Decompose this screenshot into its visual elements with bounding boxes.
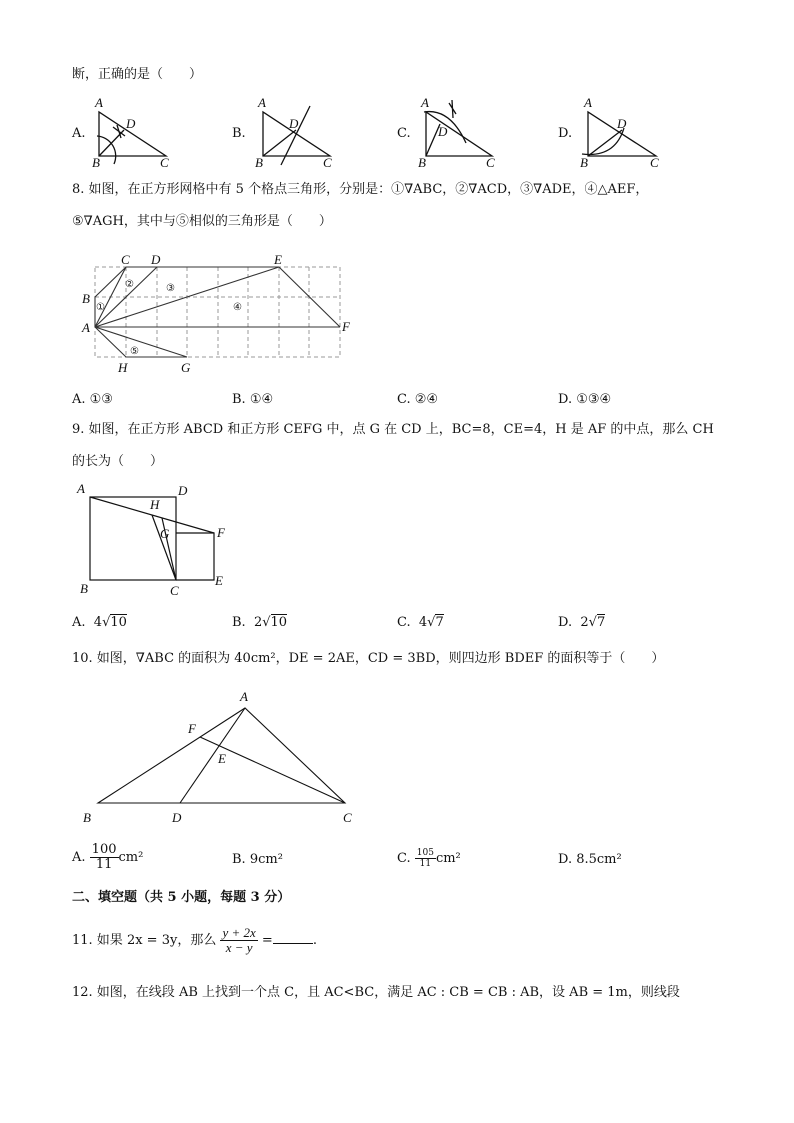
q8-mark-5: ⑤ <box>130 346 139 357</box>
q7c-label-d: D <box>438 124 448 139</box>
option-letter: C. <box>397 615 411 630</box>
q7a-label-c: C <box>160 155 169 170</box>
section-2-heading: 二、填空题（共 5 小题，每题 3 分） <box>72 890 291 905</box>
period: . <box>312 933 317 948</box>
q9-point-a: A <box>77 481 85 496</box>
q8-mark-1: ① <box>96 302 105 313</box>
q7a-label-a: A <box>95 95 103 110</box>
q9-point-c: C <box>170 583 179 598</box>
q8-point-f: F <box>342 319 350 334</box>
q8-point-e: E <box>274 252 282 267</box>
unit: cm² <box>118 850 144 865</box>
q10-point-b: B <box>83 810 91 825</box>
option-letter: C. <box>397 851 411 866</box>
q10-point-c: C <box>343 810 352 825</box>
q7-option-c: C. <box>397 126 411 141</box>
q8-option-c: C. ②④ <box>397 392 439 407</box>
q7-stem-tail: 断，正确的是（ ） <box>72 67 203 82</box>
q9-stem-line1: 9. 如图，在正方形 ABCD 和正方形 CEFG 中，点 G 在 CD 上，BC=8，CE=4，H 是 AF 的中点，那么 CH <box>72 422 714 437</box>
denominator: 11 <box>95 857 113 872</box>
q8-stem-line2: ⑤∇AGH，其中与⑤相似的三角形是（ ） <box>72 214 332 229</box>
q8-mark-4: ④ <box>233 302 242 313</box>
q8-point-a: A <box>82 320 90 335</box>
q10-point-d: D <box>172 810 182 825</box>
q11-fraction <box>220 926 257 955</box>
q11-prefix: 11. 如果 2x = 3y，那么 <box>72 933 217 948</box>
q10-option-c <box>397 848 461 869</box>
option-letter: B. <box>232 615 246 630</box>
answer-blank <box>273 943 313 944</box>
coef: 2 <box>580 615 589 630</box>
q8-point-h: H <box>118 360 128 375</box>
q8-point-c: C <box>121 252 130 267</box>
fraction <box>90 843 119 872</box>
q7d-label-b: B <box>580 155 588 170</box>
q7d-label-a: A <box>584 95 592 110</box>
q8-option-b: B. ①④ <box>232 392 274 407</box>
q7-figure-c <box>424 100 492 156</box>
q9-option-c: C. 4√7 <box>397 615 444 630</box>
q7b-label-b: B <box>255 155 263 170</box>
q10-option-d: D. 8.5cm² <box>558 852 622 867</box>
q7b-label-d: D <box>289 116 299 131</box>
q12-stem: 12. 如图，在线段 AB 上找到一个点 C，且 AC<BC，满足 AC : CB = CB : AB，设 AB = 1m，则线段 <box>72 985 680 1000</box>
q10-stem: 10. 如图，∇ABC 的面积为 40cm²，DE = 2AE，CD = 3BD，则四边形 BDEF 的面积等于（ ） <box>72 651 665 666</box>
q7-figure-b <box>263 106 330 165</box>
q7b-label-c: C <box>323 155 332 170</box>
q10-option-a <box>72 843 143 872</box>
q7-option-a: A. <box>72 126 86 141</box>
q11 <box>72 926 317 955</box>
radicand: 7 <box>435 615 444 630</box>
q10-point-f: F <box>188 721 196 736</box>
q7d-label-c: C <box>650 155 659 170</box>
denominator: 11 <box>419 859 432 869</box>
q9-option-d: D. 2√7 <box>558 615 606 630</box>
q8-option-a: A. ①③ <box>72 392 113 407</box>
unit: cm² <box>435 851 461 866</box>
q9-point-h: H <box>150 497 160 512</box>
coef: 4 <box>418 615 428 630</box>
q7-option-b: B. <box>232 126 246 141</box>
q9-point-e: E <box>215 573 223 588</box>
q9-option-b: B. 2√10 <box>232 615 288 630</box>
q10-point-a: A <box>240 689 248 704</box>
q9-point-g: G <box>160 526 170 541</box>
q8-mark-2: ② <box>125 279 134 290</box>
q7b-label-a: A <box>258 95 266 110</box>
q9-point-f: F <box>217 525 225 540</box>
coef: 2 <box>253 615 263 630</box>
q7a-label-d: D <box>126 116 136 131</box>
q7c-label-c: C <box>486 155 495 170</box>
q8-point-g: G <box>181 360 191 375</box>
q8-point-b: B <box>82 291 90 306</box>
q7c-label-b: B <box>418 155 426 170</box>
q10-point-e: E <box>218 751 226 766</box>
option-letter: A. <box>72 615 86 630</box>
equals: = <box>261 933 273 948</box>
q7-option-d: D. <box>558 126 573 141</box>
option-letter: A. <box>72 850 86 865</box>
numerator: 105 <box>416 848 434 858</box>
q7c-label-a: A <box>421 95 429 110</box>
q9-option-a: A. 4√10 <box>72 615 127 630</box>
q9-point-d: D <box>178 483 188 498</box>
numerator: y + 2x <box>222 925 256 940</box>
q10-option-b: B. 9cm² <box>232 852 283 867</box>
q8-point-d: D <box>151 252 161 267</box>
coef: 4 <box>93 615 103 630</box>
radicand: 10 <box>110 615 127 630</box>
q8-option-d: D. ①③④ <box>558 392 612 407</box>
q8-stem-line1: 8. 如图，在正方形网格中有 5 个格点三角形，分别是：①∇ABC，②∇ACD，③∇ADE，④△AEF， <box>72 182 649 197</box>
radicand: 10 <box>270 615 288 630</box>
q9-stem-line2: 的长为（ ） <box>72 454 164 469</box>
denominator: x − y <box>225 940 253 955</box>
numerator: 100 <box>91 842 117 857</box>
q7a-label-b: B <box>92 155 100 170</box>
q8-mark-3: ③ <box>166 283 175 294</box>
option-letter: D. <box>558 615 573 630</box>
q9-point-b: B <box>80 581 88 596</box>
q7d-label-d: D <box>617 116 627 131</box>
radicand: 7 <box>596 615 606 630</box>
fraction <box>415 848 436 869</box>
